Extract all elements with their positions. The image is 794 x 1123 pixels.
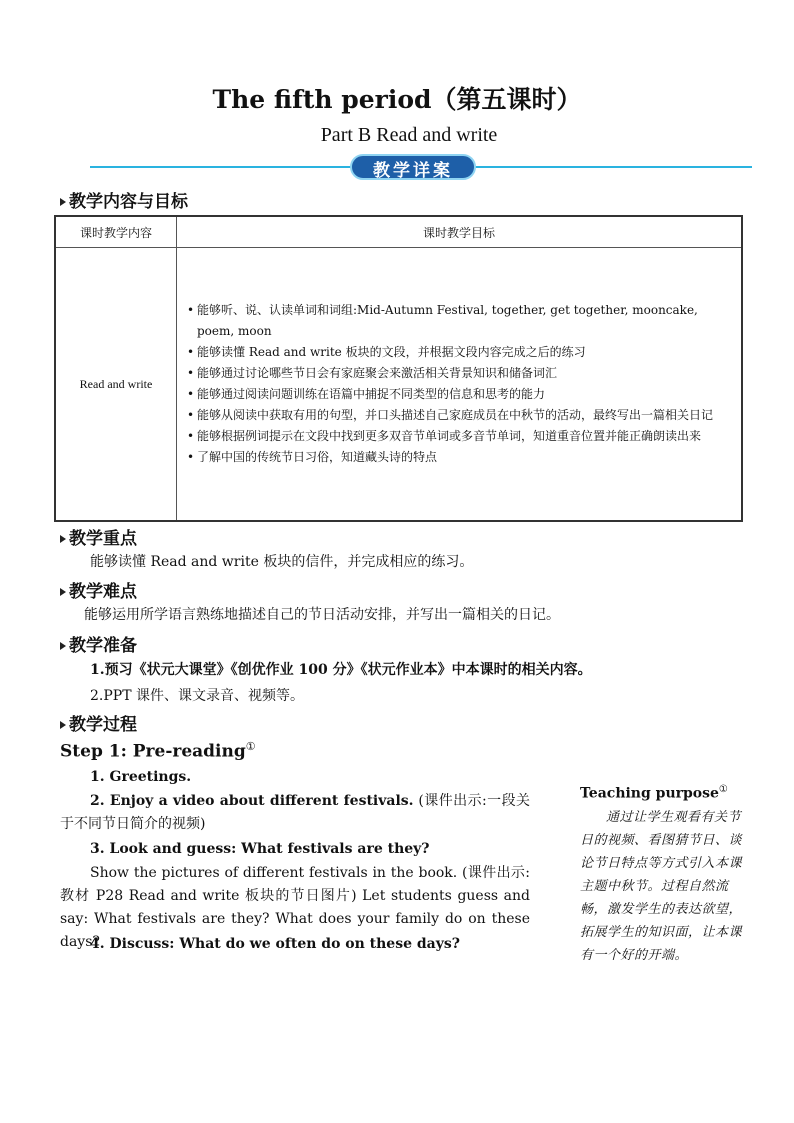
step-item-4: 4. Discuss: What do we often do on these days?: [90, 936, 460, 952]
section-process: [60, 710, 137, 735]
table-header-goals: 课时教学目标: [177, 216, 743, 248]
side-note-title: Teaching purpose①: [580, 784, 728, 802]
triangle-bullet-icon: [60, 535, 66, 543]
step-item-3: 3. Look and guess: What festivals are they?: [90, 841, 430, 857]
step-item-2: 2. Enjoy a video about different festivals. (课件出示:一段关于不同节日简介的视频): [60, 793, 530, 832]
footnote-mark: ①: [718, 784, 728, 795]
bullet-icon: •: [187, 303, 195, 317]
bullet-icon: •: [187, 429, 195, 443]
table-header-content: 课时教学内容: [55, 216, 177, 248]
section-content-goals: [60, 187, 188, 212]
bullet-icon: •: [187, 366, 195, 380]
goals-list: [187, 300, 735, 468]
difficulties-text: 能够运用所学语言熟练地描述自己的节日活动安排，并写出一篇相关的日记。: [84, 607, 560, 623]
list-item: • 能够听、说、认读单词和词组:Mid-Autumn Festival, together, get together, mooncake, poem, moon: [187, 300, 735, 342]
key-points-text: 能够读懂 Read and write 板块的信件，并完成相应的练习。: [90, 554, 474, 570]
list-item: • 能够根据例词提示在文段中找到更多双音节单词或多音节单词，知道重音位置并能正确朗读出来: [187, 426, 735, 447]
badge-text: 教学详案: [373, 161, 453, 181]
triangle-bullet-icon: [60, 642, 66, 650]
list-item: • 能够从阅读中获取有用的句型，并口头描述自己家庭成员在中秋节的活动，最终写出一篇相关日记: [187, 405, 735, 426]
table-row: [55, 248, 742, 522]
section-key-points: [60, 524, 137, 549]
section-heading: 教学内容与目标: [69, 192, 188, 212]
list-item: • 能够读懂 Read and write 板块的文段，并根据文段内容完成之后的练习: [187, 342, 735, 363]
list-item: • 了解中国的传统节日习俗，知道藏头诗的特点: [187, 447, 735, 468]
table-cell-lesson: Read and write: [55, 248, 177, 522]
section-preparation: [60, 631, 137, 656]
preparation-item-1: 1.预习《状元大课堂》《创优作业 100 分》《状元作业本》中本课时的相关内容。: [90, 662, 592, 678]
bullet-icon: •: [187, 387, 195, 401]
footnote-mark: ①: [245, 740, 256, 753]
triangle-bullet-icon: [60, 721, 66, 729]
section-heading: 教学过程: [69, 715, 137, 735]
list-item: • 能够通过阅读问题训练在语篇中捕捉不同类型的信息和思考的能力: [187, 384, 735, 405]
section-heading: 教学重点: [69, 529, 137, 549]
step-item-1: 1. Greetings.: [90, 769, 192, 785]
step-title: Step 1: Pre-reading①: [60, 740, 256, 762]
triangle-bullet-icon: [60, 198, 66, 206]
section-difficulties: [60, 577, 137, 602]
preparation-item-2: 2.PPT 课件、课文录音、视频等。: [90, 688, 304, 704]
section-heading: 教学准备: [69, 636, 137, 656]
bullet-icon: •: [187, 408, 195, 422]
step-item-3-body: Show the pictures of different festivals in the book. (课件出示:教材 P28 Read and write 板块的节日图片) Let students guess and say: What festivals are they? What does your family do on these days?: [60, 865, 530, 950]
table-header-row: [55, 216, 742, 248]
section-heading: 教学难点: [69, 582, 137, 602]
bullet-icon: •: [187, 345, 195, 359]
bullet-icon: •: [187, 450, 195, 464]
page-subtitle: Part B Read and write: [320, 124, 498, 146]
section-badge: [350, 154, 476, 180]
objectives-table: [54, 215, 743, 522]
list-item: • 能够通过讨论哪些节日会有家庭聚会来激活相关背景知识和储备词汇: [187, 363, 735, 384]
side-note-text: 通过让学生观看有关节日的视频、看图猜节日、谈论节日特点等方式引入本课主题中秋节。过程自然流畅，激发学生的表达欲望，拓展学生的知识面，让本课有一个好的开端。: [580, 810, 743, 963]
page-title: The fifth period（第五课时）: [212, 85, 582, 114]
triangle-bullet-icon: [60, 588, 66, 596]
table-cell-goals: [177, 248, 743, 522]
